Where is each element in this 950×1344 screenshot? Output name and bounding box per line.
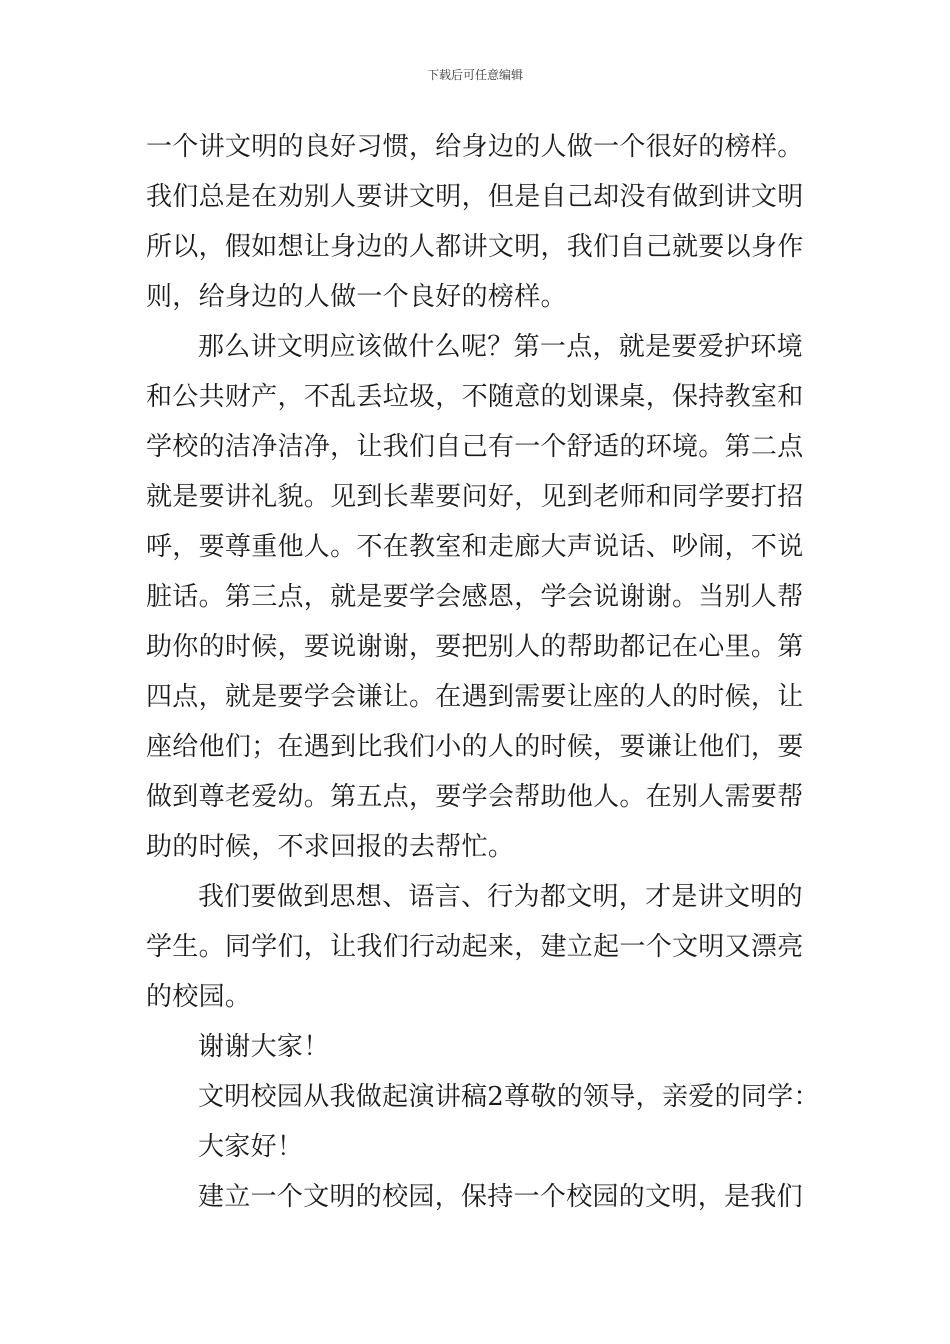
- greeting-line: 大家好！: [198, 1132, 304, 1162]
- text-line: 脏话。第三点，就是要学会感恩，学会说谢谢。当别人帮: [146, 582, 804, 612]
- text-line: 四点，就是要学会谦让。在遇到需要让座的人的时候，让: [146, 682, 804, 712]
- text-line: 的校园。: [146, 982, 252, 1012]
- text-line: 我们总是在劝别人要讲文明，但是自己却没有做到讲文明: [146, 182, 804, 212]
- closing-thanks-line: 谢谢大家！: [198, 1032, 330, 1062]
- text-line: 做到尊老爱幼。第五点，要学会帮助他人。在别人需要帮: [146, 782, 804, 812]
- page-header-note: 下载后可任意编辑: [426, 68, 523, 82]
- text-line: 所以，假如想让身边的人都讲文明，我们自己就要以身作: [146, 232, 804, 262]
- text-line: 学校的洁净洁净，让我们自己有一个舒适的环境。第二点: [146, 432, 804, 462]
- text-line: 助的时候，不求回报的去帮忙。: [146, 832, 515, 862]
- text-line: 就是要讲礼貌。见到长辈要问好，见到老师和同学要打招: [146, 482, 804, 512]
- speech-title-line: 文明校园从我做起演讲稿2尊敬的领导，亲爱的同学：: [198, 1082, 820, 1112]
- text-line: 学生。同学们，让我们行动起来，建立起一个文明又漂亮: [146, 932, 804, 962]
- paragraph-start-line: 建立一个文明的校园，保持一个校园的文明，是我们: [198, 1182, 803, 1212]
- text-line: 一个讲文明的良好习惯，给身边的人做一个很好的榜样。: [146, 132, 804, 162]
- paragraph-start-line: 我们要做到思想、语言、行为都文明，才是讲文明的: [198, 882, 803, 912]
- text-line: 助你的时候，要说谢谢，要把别人的帮助都记在心里。第: [146, 632, 804, 662]
- text-line: 和公共财产，不乱丢垃圾，不随意的划课桌，保持教室和: [146, 382, 804, 412]
- text-line: 呼，要尊重他人。不在教室和走廊大声说话、吵闹，不说: [146, 532, 804, 562]
- document-body: [146, 122, 820, 1222]
- text-line: 座给他们；在遇到比我们小的人的时候，要谦让他们，要: [146, 732, 804, 762]
- paragraph-start-line: 那么讲文明应该做什么呢？第一点，就是要爱护环境: [198, 332, 803, 362]
- text-line: 则，给身边的人做一个良好的榜样。: [146, 282, 567, 312]
